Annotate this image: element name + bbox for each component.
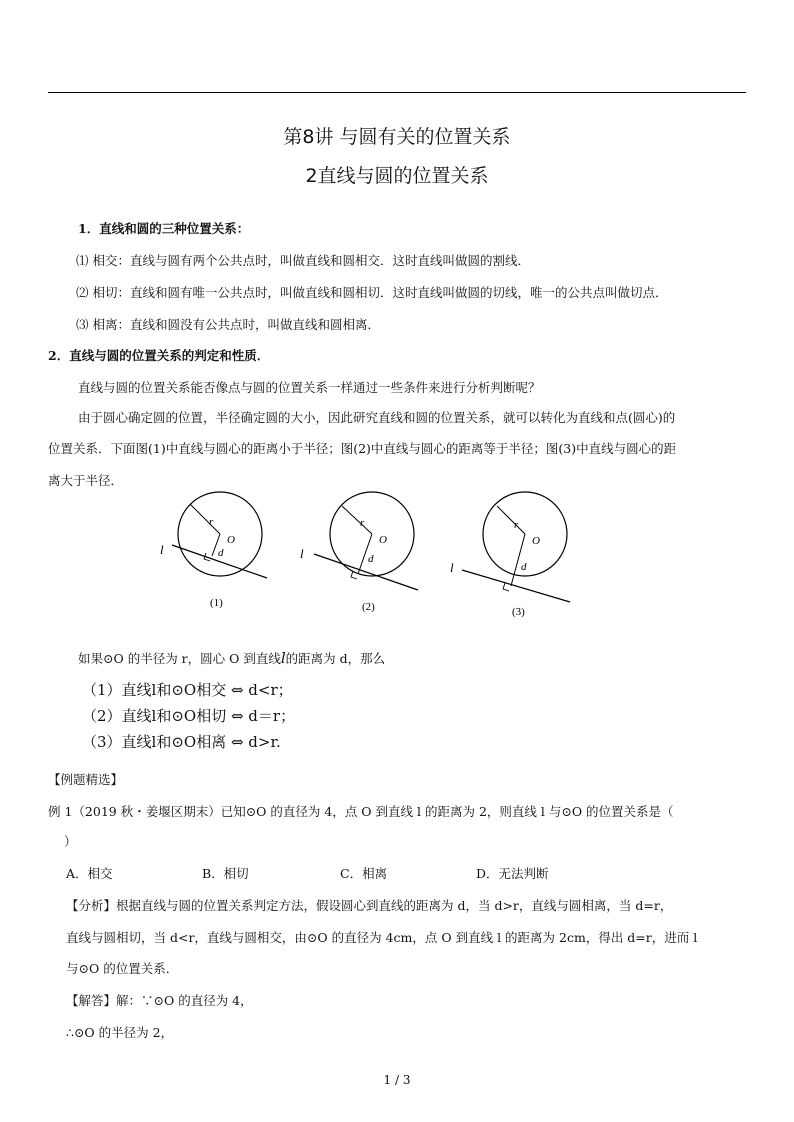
label-r-3: r (514, 519, 519, 531)
label-l-2: l (300, 546, 304, 561)
figure-2 (300, 492, 418, 613)
figure-3 (450, 492, 570, 618)
analysis-line-3: 与⊙O 的位置关系． (66, 961, 179, 976)
caption-3: (3) (512, 606, 525, 618)
page-subtitle: 2直线与圆的位置关系 (305, 165, 489, 187)
label-d-2: d (368, 553, 374, 565)
example-section-title: 【例题精选】 (48, 772, 124, 787)
header-rule (48, 92, 746, 93)
figure-1 (160, 492, 267, 609)
definition-separate: ⑶ 相离：直线和圆没有公共点时，叫做直线和圆相离． (76, 317, 380, 332)
condition-intersect: （1）直线l和⊙O相交 ⇔ d<r； (82, 681, 293, 699)
circle-line-figures (0, 490, 794, 620)
label-r-2: r (360, 517, 365, 529)
label-r-1: r (209, 516, 214, 528)
section1-heading: 1．直线和圆的三种位置关系： (78, 221, 250, 236)
paragraph-2-line-2: 位置关系．下面图(1)中直线与圆心的距离小于半径；图(2)中直线与圆心的距离等于半径；图(3)中直线与圆心的距 (48, 441, 677, 456)
solution-line-1: 【解答】解：∵⊙O 的直径为 4， (66, 993, 253, 1008)
option-c: C．相离 (340, 866, 388, 881)
distance-3 (511, 534, 525, 586)
definition-intersect: ⑴ 相交：直线与圆有两个公共点时，叫做直线和圆相交．这时直线叫做圆的割线． (76, 253, 530, 268)
section2-heading: 2．直线与圆的位置关系的判定和性质． (48, 348, 270, 363)
page-number: 1 / 3 (383, 1073, 411, 1087)
radius-2 (342, 506, 372, 534)
definition-tangent: ⑵ 相切：直线和圆有唯一公共点时，叫做直线和圆相切．这时直线叫做圆的切线，唯一的公共点叫做切点． (76, 285, 668, 300)
line-l-2 (314, 554, 418, 590)
paragraph-2-line-3: 离大于半径． (48, 473, 124, 488)
label-d-1: d (218, 547, 224, 559)
condition-tangent: （2）直线l和⊙O相切 ⇔ d＝r； (82, 707, 296, 725)
paragraph-2-line-1: 由于圆心确定圆的位置，半径确定圆的大小，因此研究直线和圆的位置关系，就可以转化为直线和点(圆心)的 (78, 410, 676, 425)
caption-2: (2) (362, 601, 375, 613)
option-d: D．无法判断 (476, 866, 549, 881)
label-d-3: d (521, 561, 527, 573)
radius-1 (190, 504, 220, 534)
intro-line-symbol: l (280, 649, 286, 667)
label-o-3: O (532, 535, 540, 547)
page-title: 第8讲 与圆有关的位置关系 (283, 126, 511, 148)
option-b: B．相切 (202, 866, 249, 881)
caption-1: (1) (210, 597, 223, 609)
example-question-line-2: ） (64, 834, 77, 849)
label-l-3: l (450, 560, 454, 575)
condition-separate: （3）直线l和⊙O相离 ⇔ d>r. (82, 733, 281, 751)
analysis-line-2: 直线与圆相切，当 d<r，直线与圆相交，由⊙O 的直径为 4cm，点 O 到直线 l 的距离为 2cm，得出 d=r，进而 l (66, 930, 698, 945)
label-l-1: l (160, 542, 164, 557)
radius-3 (497, 506, 525, 534)
analysis-line-1: 【分析】根据直线与圆的位置关系判定方法，假设圆心到直线的距离为 d，当 d>r，直线与圆相离，当 d=r， (66, 898, 673, 913)
example-question-line-1: 例 1（2019 秋・姜堰区期末）已知⊙O 的直径为 4，点 O 到直线 l 的距离为 2，则直线 l 与⊙O 的位置关系是（ (48, 804, 674, 819)
solution-line-2: ∴⊙O 的半径为 2， (66, 1025, 174, 1040)
label-o-2: O (379, 534, 387, 546)
paragraph-1: 直线与圆的位置关系能否像点与圆的位置关系一样通过一些条件来进行分析判断呢？ (78, 380, 541, 395)
conditions-intro: 如果⊙O 的半径为 r，圆心 O 到直线l的距离为 d，那么 (78, 649, 386, 667)
label-o-1: O (227, 534, 235, 546)
option-a: A．相交 (66, 866, 113, 881)
